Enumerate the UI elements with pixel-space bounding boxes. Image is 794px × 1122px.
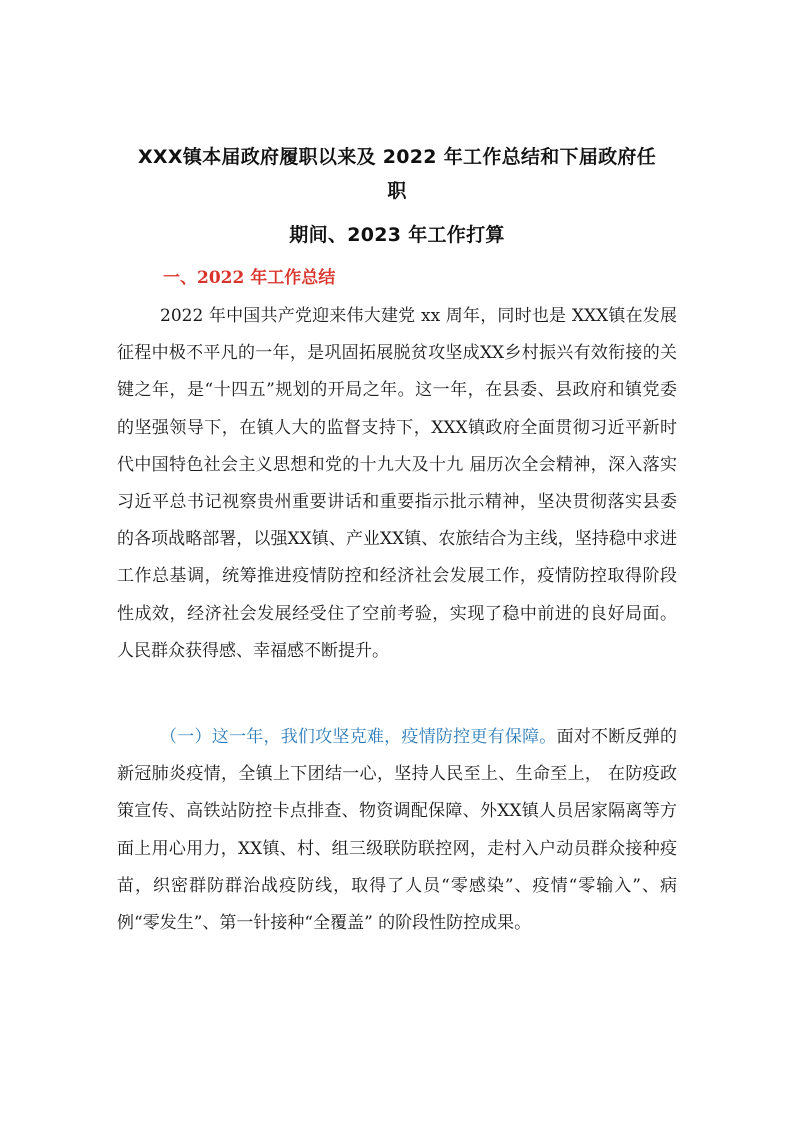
paragraph-2-lead: （一）这一年，我们攻坚克难，疫情防控更有保障。 [160,727,557,747]
document-title-line-2: 职 [387,180,407,202]
paragraph-2 [117,719,677,942]
paragraph-2-body: 面对不断反弹的新冠肺炎疫情，全镇上下团结一心，坚持人民至上、生命至上， 在防疫政策宣传、高铁站防控卡点排查、物资调配保障、外XX镇人员居家隔离等方面上用心用力，XX镇、村、组三级联防联控网，走村入户动员群众接种疫苗，织密群防群治战疫防线，取得了人员“零感染”、疫情“零输入”、病例“零发生”、第一针接种“全覆盖” 的阶段性防控成果。 [117,727,678,934]
paragraph-1: 2022 年中国共产党迎来伟大建党 xx 周年，同时也是 XXX镇在发展征程中极不平凡的一年，是巩固拓展脱贫攻坚成XX乡村振兴有效衔接的关键之年，是“十四五”规划的开局之年。这一年，在县委、县政府和镇党委的坚强领导下，在镇人大的监督支持下，XXX镇政府全面贯彻习近平新时代中国特色社会主义思想和党的十九大及十九 届历次全会精神，深入落实习近平总书记视察贵州重要讲话和重要指示批示精神，坚决贯彻落实县委的各项战略部署，以强XX镇、产业XX镇、农旅结合为主线，坚持稳中求进工作总基调，统筹推进疫情防控和经济社会发展工作，疫情防控取得阶段性成效，经济社会发展经受住了空前考验，实现了稳中前进的良好局面。人民群众获得感、幸福感不断提升。 [117,306,677,661]
document-title-line-3: 期间、2023 年工作打算 [289,224,505,246]
section-heading: 一、2022 年工作总结 [163,268,336,288]
document-title-line-1: XXX镇本届政府履职以来及 2022 年工作总结和下届政府任 [137,146,657,168]
